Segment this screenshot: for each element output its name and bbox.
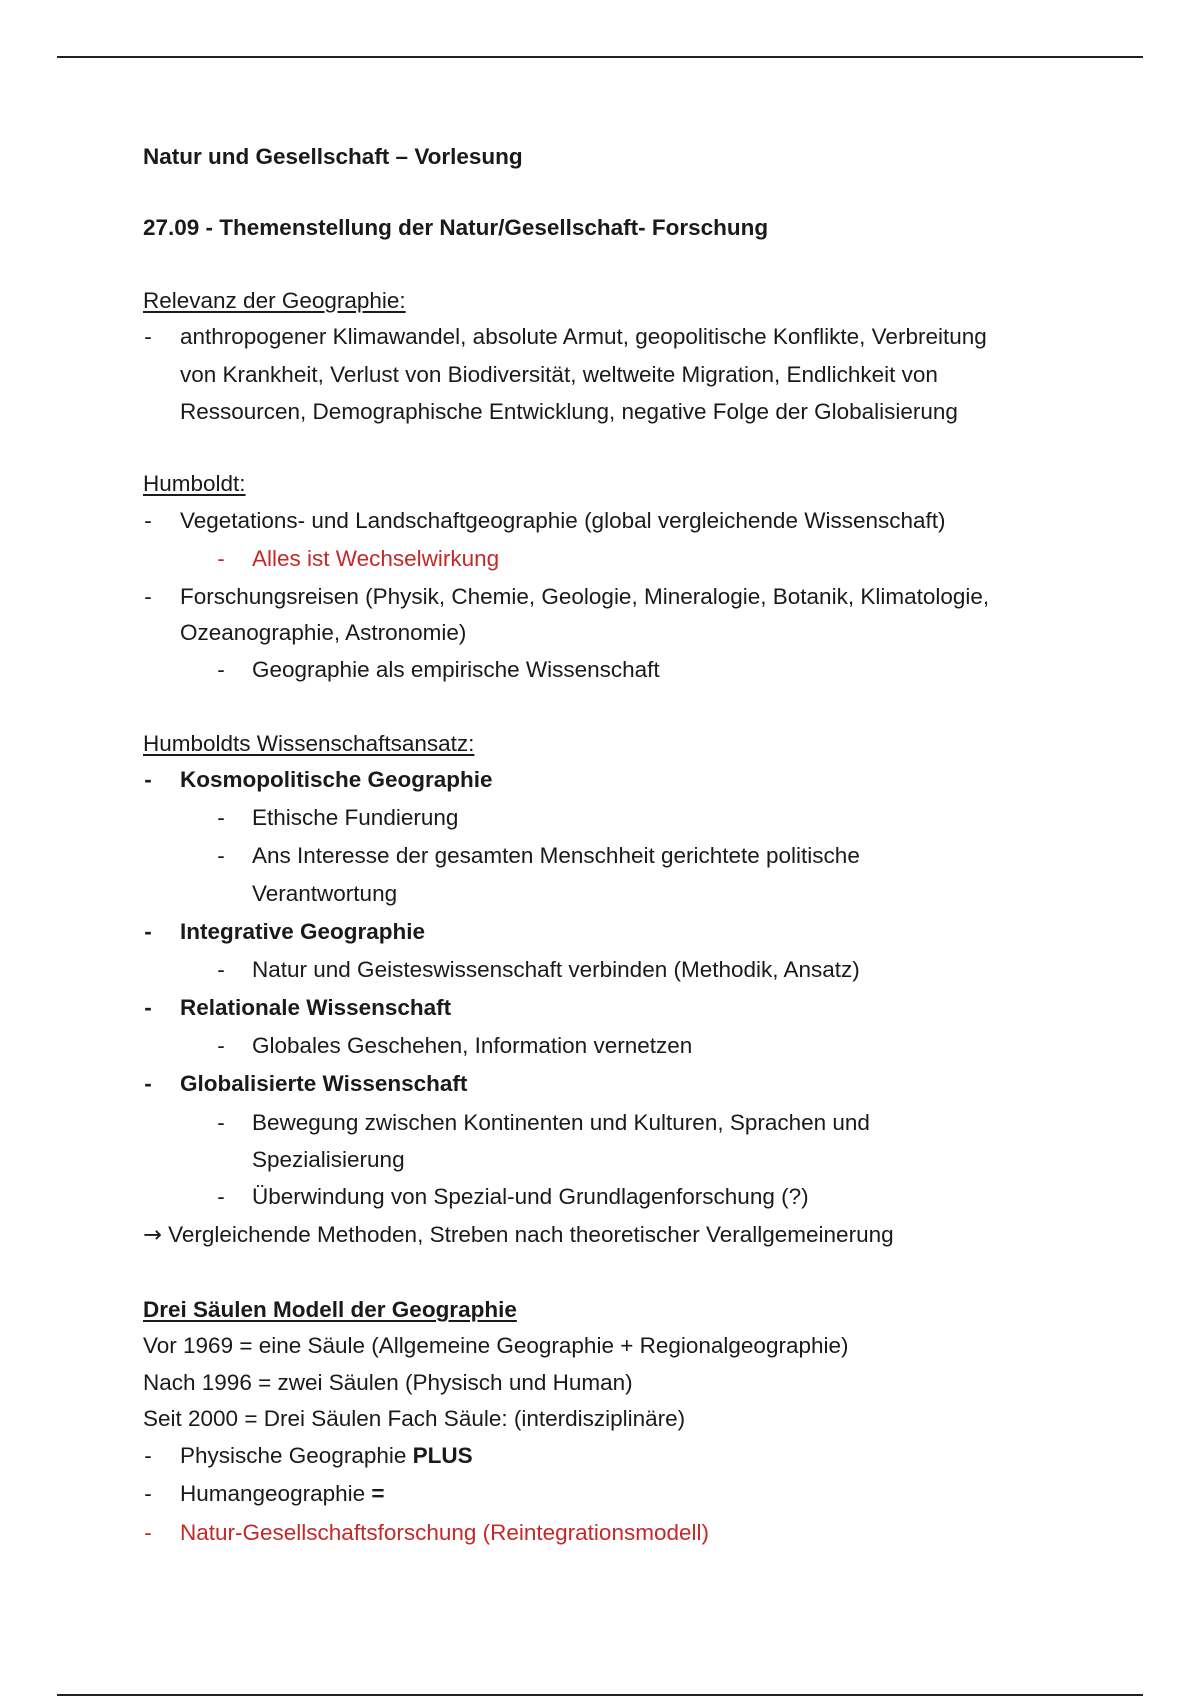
ansatz-subitem: Überwindung von Spezial-und Grundlagenforschung (?) [252,1184,809,1209]
lecture-subtitle: 27.09 - Themenstellung der Natur/Gesellschaft- Forschung [143,215,769,240]
ansatz-subitem: Natur und Geisteswissenschaft verbinden (Methodik, Ansatz) [252,957,860,982]
bullet-dash: - [217,1110,225,1135]
conclusion-line [143,1220,894,1250]
bullet-dash: - [217,1033,225,1058]
document-title: Natur und Gesellschaft – Vorlesung [143,144,523,169]
bullet-dash: - [144,508,152,533]
conclusion-text: Vergleichende Methoden, Streben nach theoretischer Verallgemeinerung [168,1222,894,1247]
saeulen-item [180,1441,473,1471]
bullet-dash: - [217,843,225,868]
humboldt-subitem: Alles ist Wechselwirkung [252,546,500,571]
saeulen-line: Nach 1996 = zwei Säulen (Physisch und Human) [143,1370,633,1395]
ansatz-item: Kosmopolitische Geographie [180,767,493,792]
bullet-dash: - [144,1520,152,1545]
relevanz-item-line: Ressourcen, Demographische Entwicklung, negative Folge der Globalisierung [180,399,958,424]
bullet-dash: - [144,919,152,944]
saeulen-item-text: Physische Geographie [180,1443,413,1468]
bullet-dash: - [144,1071,152,1096]
saeulen-item-emphasis: = [371,1481,385,1506]
relevanz-item-line: von Krankheit, Verlust von Biodiversität, weltweite Migration, Endlichkeit von [180,362,938,387]
bullet-dash: - [144,1443,152,1468]
humboldt-item-line: Ozeanographie, Astronomie) [180,620,467,645]
ansatz-subitem: Bewegung zwischen Kontinenten und Kulturen, Sprachen und [252,1110,870,1135]
saeulen-item [180,1479,385,1509]
humboldt-item: Vegetations- und Landschaftgeographie (global vergleichende Wissenschaft) [180,508,946,533]
saeulen-item: Natur-Gesellschaftsforschung (Reintegrationsmodell) [180,1520,709,1545]
humboldt-heading: Humboldt: [143,471,246,496]
humboldt-item: Forschungsreisen (Physik, Chemie, Geologie, Mineralogie, Botanik, Klimatologie, [180,584,990,609]
bullet-dash: - [144,995,152,1020]
bullet-dash: - [217,546,225,571]
bullet-dash: - [217,957,225,982]
saeulen-line: Vor 1969 = eine Säule (Allgemeine Geographie + Regionalgeographie) [143,1333,849,1358]
bullet-dash: - [217,1184,225,1209]
humboldt-subitem: Geographie als empirische Wissenschaft [252,657,660,682]
ansatz-subitem: Ans Interesse der gesamten Menschheit gerichtete politische [252,843,860,868]
saeulen-line: Seit 2000 = Drei Säulen Fach Säule: (interdisziplinäre) [143,1406,686,1431]
ansatz-subitem-line: Spezialisierung [252,1147,405,1172]
ansatz-heading: Humboldts Wissenschaftsansatz: [143,731,475,756]
bullet-dash: - [217,657,225,682]
right-arrow-icon: → [143,1222,162,1248]
bottom-rule [57,1694,1143,1696]
saeulen-item-emphasis: PLUS [412,1443,473,1468]
bullet-dash: - [144,324,152,349]
ansatz-item: Globalisierte Wissenschaft [180,1071,468,1096]
top-rule [57,56,1143,58]
ansatz-item: Integrative Geographie [180,919,426,944]
relevanz-item-line: anthropogener Klimawandel, absolute Armut, geopolitische Konflikte, Verbreitung [180,324,987,349]
ansatz-subitem: Globales Geschehen, Information vernetzen [252,1033,693,1058]
ansatz-item: Relationale Wissenschaft [180,995,452,1020]
saeulen-heading: Drei Säulen Modell der Geographie [143,1297,517,1322]
saeulen-item-text: Humangeographie [180,1481,372,1506]
ansatz-subitem: Ethische Fundierung [252,805,459,830]
ansatz-subitem-line: Verantwortung [252,881,398,906]
bullet-dash: - [144,767,152,792]
bullet-dash: - [217,805,225,830]
bullet-dash: - [144,584,152,609]
relevanz-heading: Relevanz der Geographie: [143,288,406,313]
bullet-dash: - [144,1481,152,1506]
